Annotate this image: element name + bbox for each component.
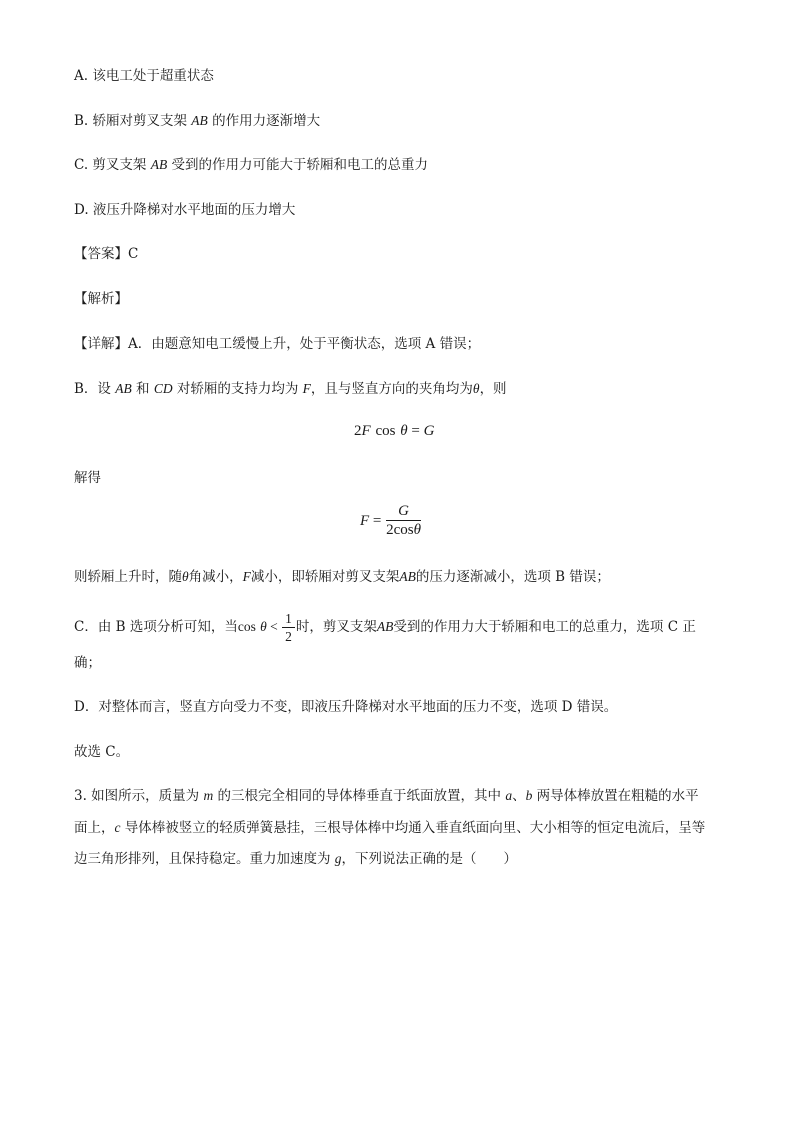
answer-label: 【答案】: [74, 246, 128, 262]
detail-c-theta: θ: [260, 619, 267, 634]
detail-c-t1: C．由 B 选项分析可知，当: [74, 619, 238, 635]
option-c-pre: C. 剪叉支架: [74, 157, 151, 173]
detail-b2-t2: 角减小，: [188, 569, 243, 585]
option-b-var: AB: [191, 113, 208, 128]
q3-line1: [74, 786, 699, 806]
q3-line2: [74, 818, 705, 838]
q3-l3-g: g: [334, 851, 342, 866]
detail-c-ab: AB: [376, 619, 394, 634]
detail-b-t1: B．设: [74, 381, 116, 397]
eq2-den-cos: cos: [393, 522, 414, 538]
detail-b-t4: ，且与竖直方向的夹角均为: [310, 381, 473, 397]
q3-l3-t2: ，下列说法正确的是（ ）: [341, 851, 518, 867]
detail-c-line1: [74, 610, 696, 645]
q3-l1-t2: 的三根完全相同的导体棒垂直于纸面放置，其中: [213, 788, 506, 804]
eq1-cos: cos: [375, 423, 396, 439]
eq2-den-coef: 2: [386, 522, 394, 538]
option-b-post: 的作用力逐渐增大: [207, 113, 321, 129]
option-d-text: D. 液压升降梯对水平地面的压力增大: [74, 202, 296, 218]
detail-d-text: D．对整体而言，竖直方向受力不变，即液压升降梯对水平地面的压力不变，选项 D 错误。: [74, 699, 618, 715]
detail-a: [74, 334, 480, 354]
option-a: [74, 66, 214, 86]
detail-b-cd: CD: [153, 381, 173, 396]
option-c-var: AB: [150, 157, 168, 172]
detail-c-lt: <: [266, 619, 282, 634]
detail-c-t3: 受到的作用力大于轿厢和电工的总重力，选项 C 正: [393, 619, 696, 635]
detail-b-line2: [74, 567, 610, 587]
q3-l3-t1: 边三角形排列，且保持稳定。重力加速度为: [74, 851, 335, 867]
detail-b-t5: ，则: [479, 381, 507, 397]
option-b-pre: B. 轿厢对剪叉支架: [74, 113, 192, 129]
q3-l2-t2: 导体棒被竖立的轻质弹簧悬挂，三根导体棒中均通入垂直纸面向里、大小相等的恒定电流后，呈等: [120, 820, 706, 836]
detail-b-line1: [74, 379, 507, 399]
option-d: [74, 200, 295, 220]
q3-l1-t4: 两导体棒放置在粗糙的水平: [532, 788, 699, 804]
detail-c-cos: cos: [237, 619, 256, 634]
equation-1: [354, 421, 434, 440]
q3-l2-c: c: [114, 820, 121, 835]
detail-c-line2: [74, 653, 101, 673]
eq1-g: G: [423, 423, 435, 439]
detail-b2-t3: 减小，即轿厢对剪叉支架: [250, 569, 400, 585]
detail-b-ab: AB: [115, 381, 132, 396]
eq2-fraction: [386, 503, 421, 539]
final-choice-text: 故选 C。: [74, 744, 130, 760]
final-choice: [74, 742, 129, 762]
detail-b2-theta: θ: [182, 569, 189, 584]
detail-a-text: 【详解】A．由题意知电工缓慢上升，处于平衡状态，选项 A 错误；: [74, 336, 481, 352]
eq2-numerator: G: [386, 503, 421, 521]
analysis-label-text: 【解析】: [74, 291, 128, 307]
jiede: [74, 468, 101, 488]
option-a-text: A. 该电工处于超重状态: [74, 68, 214, 84]
eq2-den-theta: θ: [413, 522, 422, 538]
q3-line3: [74, 849, 517, 869]
q3-l1-t3: 、: [512, 788, 526, 804]
eq1-f: F: [361, 423, 371, 439]
detail-c-fraction: [282, 610, 295, 645]
q3-l1-a: a: [505, 788, 513, 803]
q3-l1-b: b: [525, 788, 533, 803]
analysis-label: [74, 289, 128, 309]
option-c: [74, 155, 428, 175]
detail-c-t2: 时，剪叉支架: [295, 619, 377, 635]
jiede-text: 解得: [74, 470, 101, 486]
detail-b-f: F: [302, 381, 311, 396]
eq2-denominator: [386, 521, 421, 539]
q3-l1-m: m: [203, 788, 214, 803]
detail-b2-f: F: [242, 569, 251, 584]
answer-line: [74, 244, 138, 264]
q3-l2-t1: 面上，: [74, 820, 115, 836]
detail-b2-t1: 则轿厢上升时，随: [74, 569, 182, 585]
detail-b-t3: 对轿厢的支持力均为: [172, 381, 303, 397]
detail-b-t2: 和: [131, 381, 154, 397]
detail-b2-t4: 的压力逐渐减小，选项 B 错误；: [415, 569, 610, 585]
detail-c-t4: 确；: [74, 655, 101, 671]
eq2-equals: =: [369, 513, 386, 529]
detail-d: [74, 697, 617, 717]
answer-value: C: [128, 246, 139, 262]
eq1-equals: =: [407, 423, 424, 439]
detail-c-denominator: 2: [285, 629, 292, 644]
eq2-f: F: [360, 513, 370, 529]
detail-c-numerator: 1: [282, 610, 295, 628]
eq1-theta: θ: [400, 423, 408, 439]
option-b: [74, 111, 320, 131]
option-c-post: 受到的作用力可能大于轿厢和电工的总重力: [167, 157, 429, 173]
eq1-coef: 2: [354, 423, 362, 439]
detail-b2-ab: AB: [399, 569, 416, 584]
detail-b-theta: θ: [472, 381, 480, 396]
equation-2: [360, 503, 422, 539]
q3-l1-t1: 3. 如图所示，质量为: [74, 788, 204, 804]
